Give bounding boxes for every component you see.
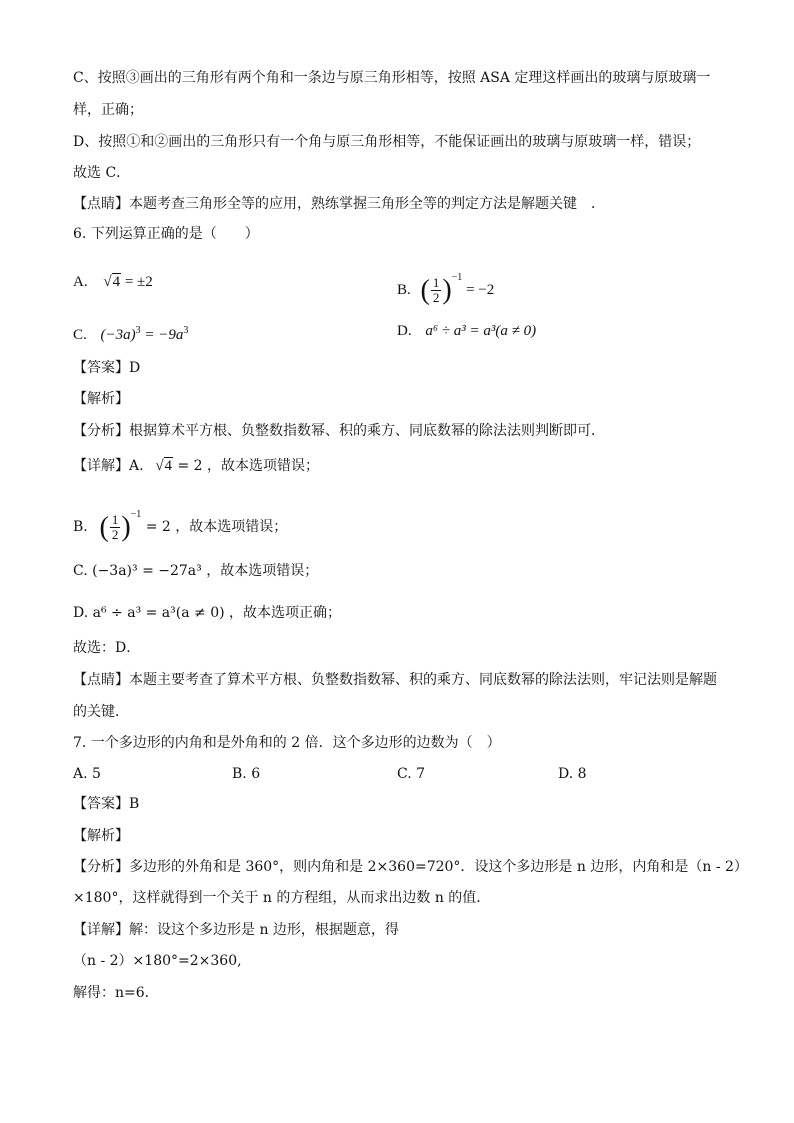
q7-option-d: D. 8: [558, 766, 587, 782]
q6-detail-d: D. a⁶ ÷ a³ = a³(a ≠ 0) ，故本选项正确；: [73, 605, 342, 621]
q7-stem: 7. 一个多边形的内角和是外角和的 2 倍．这个多边形的边数为（ ）: [73, 735, 501, 751]
q6-option-d-label: D.: [397, 323, 412, 339]
q6-detail-c: C. (−3a)³ = −27a³ ，故本选项错误；: [73, 563, 319, 579]
text-line-choose-c: 故选 C．: [73, 165, 131, 181]
q6-dianjing: 【点睛】本题主要考查了算术平方根、负整数指数幂、积的乘方、同底数幂的除法法则，牢记法则是解题: [73, 672, 717, 688]
q7-jiexi: 【解析】: [73, 828, 129, 844]
text-line-c-option: C、按照③画出的三角形有两个角和一条边与原三角形相等，按照 ASA 定理这样画出的玻璃与原玻璃一: [73, 70, 711, 86]
q6-fenxi: 【分析】根据算术平方根、负整数指数幂、积的乘方、同底数幂的除法法则判断即可．: [73, 423, 605, 439]
text-line-dianjing-5: 【点睛】本题考查三角形全等的应用，熟练掌握三角形全等的判定方法是解题关键 ．: [73, 196, 605, 212]
q6-option-a-rest: = ±2: [121, 274, 153, 290]
q7-fenxi: 【分析】多边形的外角和是 360°，则内角和是 2×360=720°．设这个多边形是 n 边形，内角和是（n - 2）: [73, 859, 748, 875]
q6-dianjing-cont: 的关键．: [73, 704, 129, 720]
q6-option-b-exponent: −1: [451, 272, 463, 283]
q6-option-c-label: C.: [73, 327, 87, 343]
q7-option-c: C. 7: [397, 766, 426, 782]
q7-option-b: B. 6: [232, 766, 261, 782]
q7-solution: 解得：n=6．: [73, 985, 159, 1001]
q6-stem: 6. 下列运算正确的是（ ）: [73, 226, 259, 242]
q6-option-b-label: B.: [397, 282, 411, 298]
q6-jiexi: 【解析】: [73, 391, 129, 407]
q6-choose: 故选：D．: [73, 640, 141, 656]
q6-option-b-rest: = −2: [462, 282, 495, 298]
q6-detail-b: B. ( $\frac{1}{2}$ )$^{-1}$ = 2 ，故本选项错误；: [73, 509, 288, 543]
q6-option-a: [73, 272, 153, 292]
q6-option-b-fraction: $\frac{1}{2}$: [432, 275, 440, 306]
q7-answer: 【答案】B: [73, 796, 140, 812]
q6-answer: 【答案】D: [73, 360, 141, 376]
q6-option-a-sqrt: √4: [103, 274, 121, 290]
text-line-c-option-cont: 样，正确；: [73, 102, 143, 118]
q6-option-c: C. $(-3a)^3 = -9a^3$: [73, 325, 189, 343]
q6-option-b: B. ( $\frac{1}{2}$ )$^{-1}$ = −2: [397, 272, 495, 306]
q6-option-d: D. a⁶ ÷ a³ = a³(a ≠ 0): [397, 323, 537, 339]
text-line-d-option: D、按照①和②画出的三角形只有一个角与原三角形相等，不能保证画出的玻璃与原玻璃一样，错误；: [73, 134, 701, 150]
q7-equation: （n - 2）×180°=2×360,: [73, 953, 242, 969]
q7-detail: 【详解】解：设这个多边形是 n 边形，根据题意，得: [73, 922, 399, 938]
q7-option-a: A. 5: [73, 766, 101, 782]
q7-fenxi-cont: ×180°，这样就得到一个关于 n 的方程组，从而求出边数 n 的值．: [73, 890, 491, 906]
q6-option-a-label: A.: [73, 274, 88, 290]
q6-detail-a: 【详解】A. √4 = 2 ，故本选项错误；: [73, 458, 320, 474]
